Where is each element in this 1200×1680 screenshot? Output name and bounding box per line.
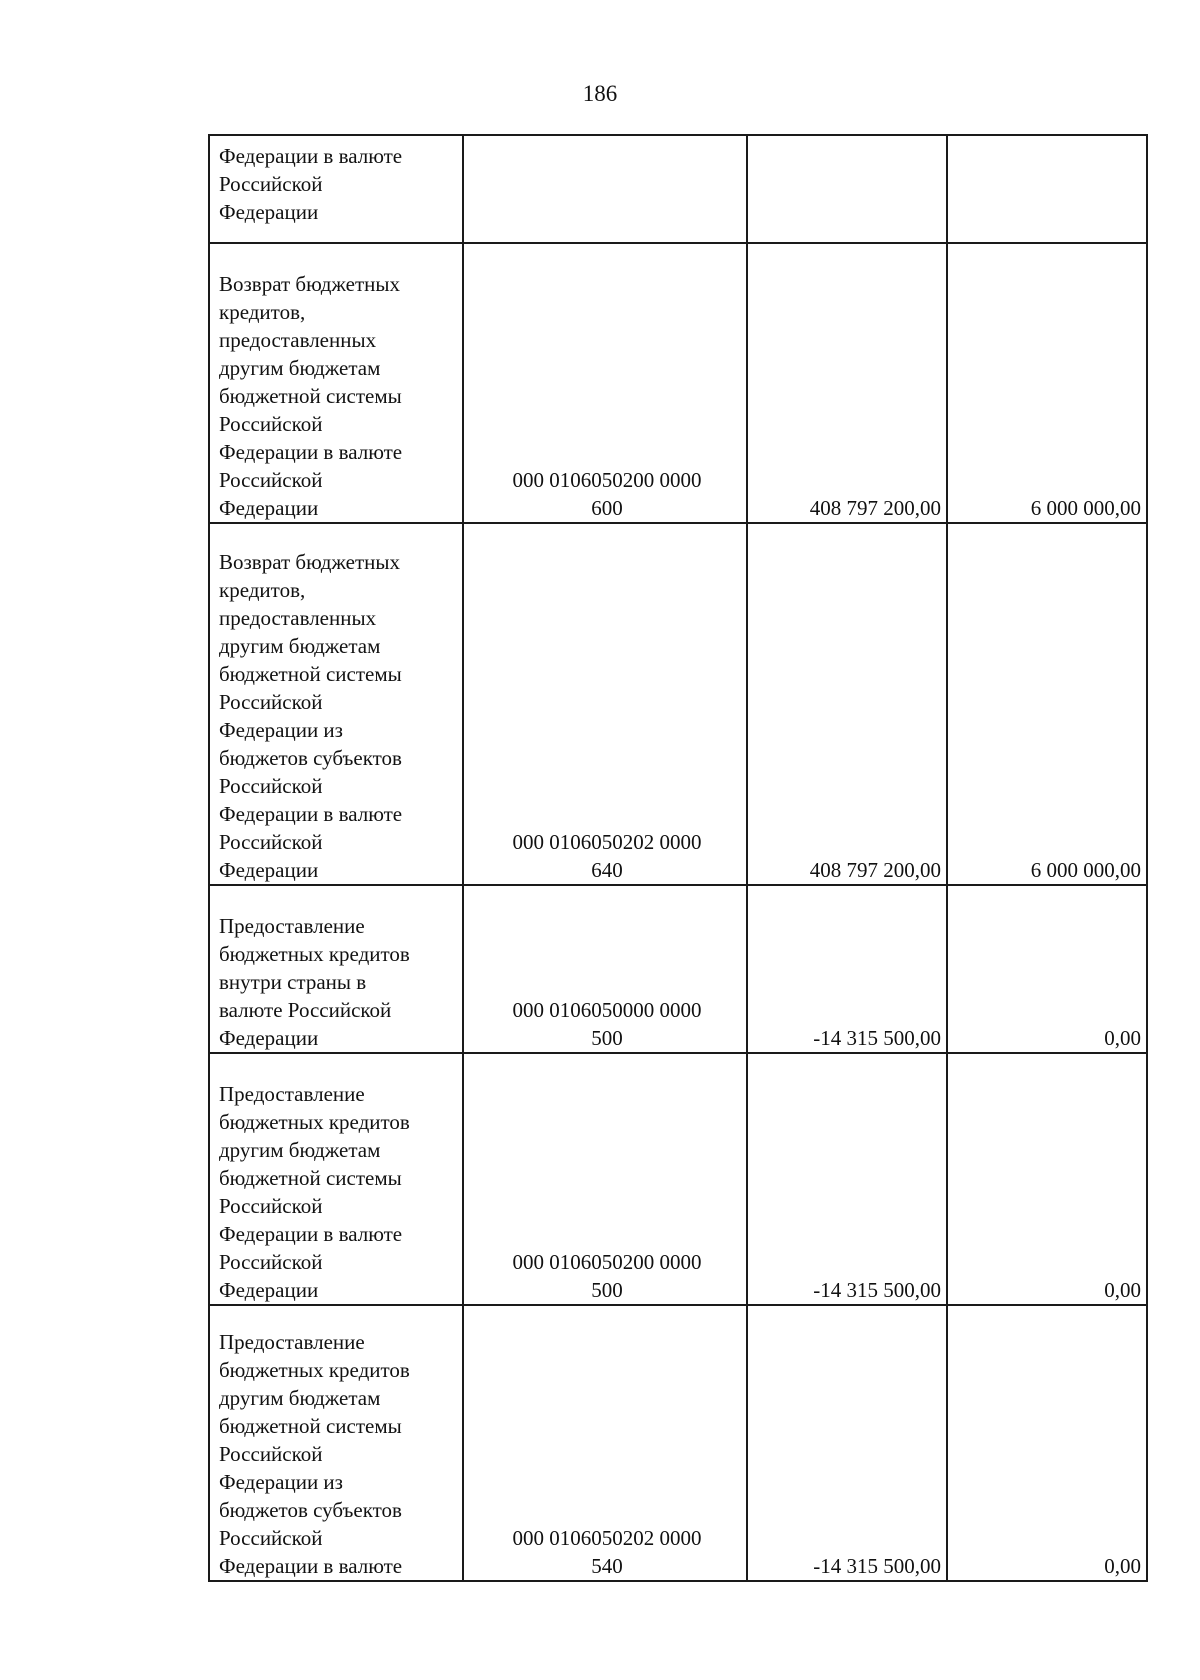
row-description: Возврат бюджетных кредитов, предоставленных другим бюджетам бюджетной системы Российской Федерации из бюджетов субъектов Российской Федерации в валюте Российской Федерации [209,523,463,885]
table-row [209,135,1147,243]
row-value-2: 0,00 [947,885,1147,1053]
row-code [463,135,747,243]
row-code: 000 0106050200 0000 500 [463,1053,747,1305]
row-code: 000 0106050202 0000 540 [463,1305,747,1581]
table-row [209,243,1147,523]
row-value-1: -14 315 500,00 [747,1053,947,1305]
row-description: Федерации в валюте Российской Федерации [209,135,463,243]
row-value-1: -14 315 500,00 [747,885,947,1053]
row-code: 000 0106050202 0000 640 [463,523,747,885]
row-value-2: 6 000 000,00 [947,523,1147,885]
row-description: Возврат бюджетных кредитов, предоставленных другим бюджетам бюджетной системы Российской Федерации в валюте Российской Федерации [209,243,463,523]
row-value-1: 408 797 200,00 [747,523,947,885]
budget-table [208,134,1148,1582]
table-row [209,523,1147,885]
row-value-2: 6 000 000,00 [947,243,1147,523]
row-value-2 [947,135,1147,243]
row-value-2: 0,00 [947,1305,1147,1581]
row-code: 000 0106050200 0000 600 [463,243,747,523]
row-value-1: -14 315 500,00 [747,1305,947,1581]
table-row [209,885,1147,1053]
page-number: 186 [582,81,618,106]
row-description: Предоставление бюджетных кредитов другим бюджетам бюджетной системы Российской Федерации из бюджетов субъектов Российской Федерации в валюте [209,1305,463,1581]
table-row [209,1053,1147,1305]
row-value-1: 408 797 200,00 [747,243,947,523]
row-value-2: 0,00 [947,1053,1147,1305]
row-value-1 [747,135,947,243]
row-description: Предоставление бюджетных кредитов другим бюджетам бюджетной системы Российской Федерации в валюте Российской Федерации [209,1053,463,1305]
table-row [209,1305,1147,1581]
row-description: Предоставление бюджетных кредитов внутри страны в валюте Российской Федерации [209,885,463,1053]
row-code: 000 0106050000 0000 500 [463,885,747,1053]
